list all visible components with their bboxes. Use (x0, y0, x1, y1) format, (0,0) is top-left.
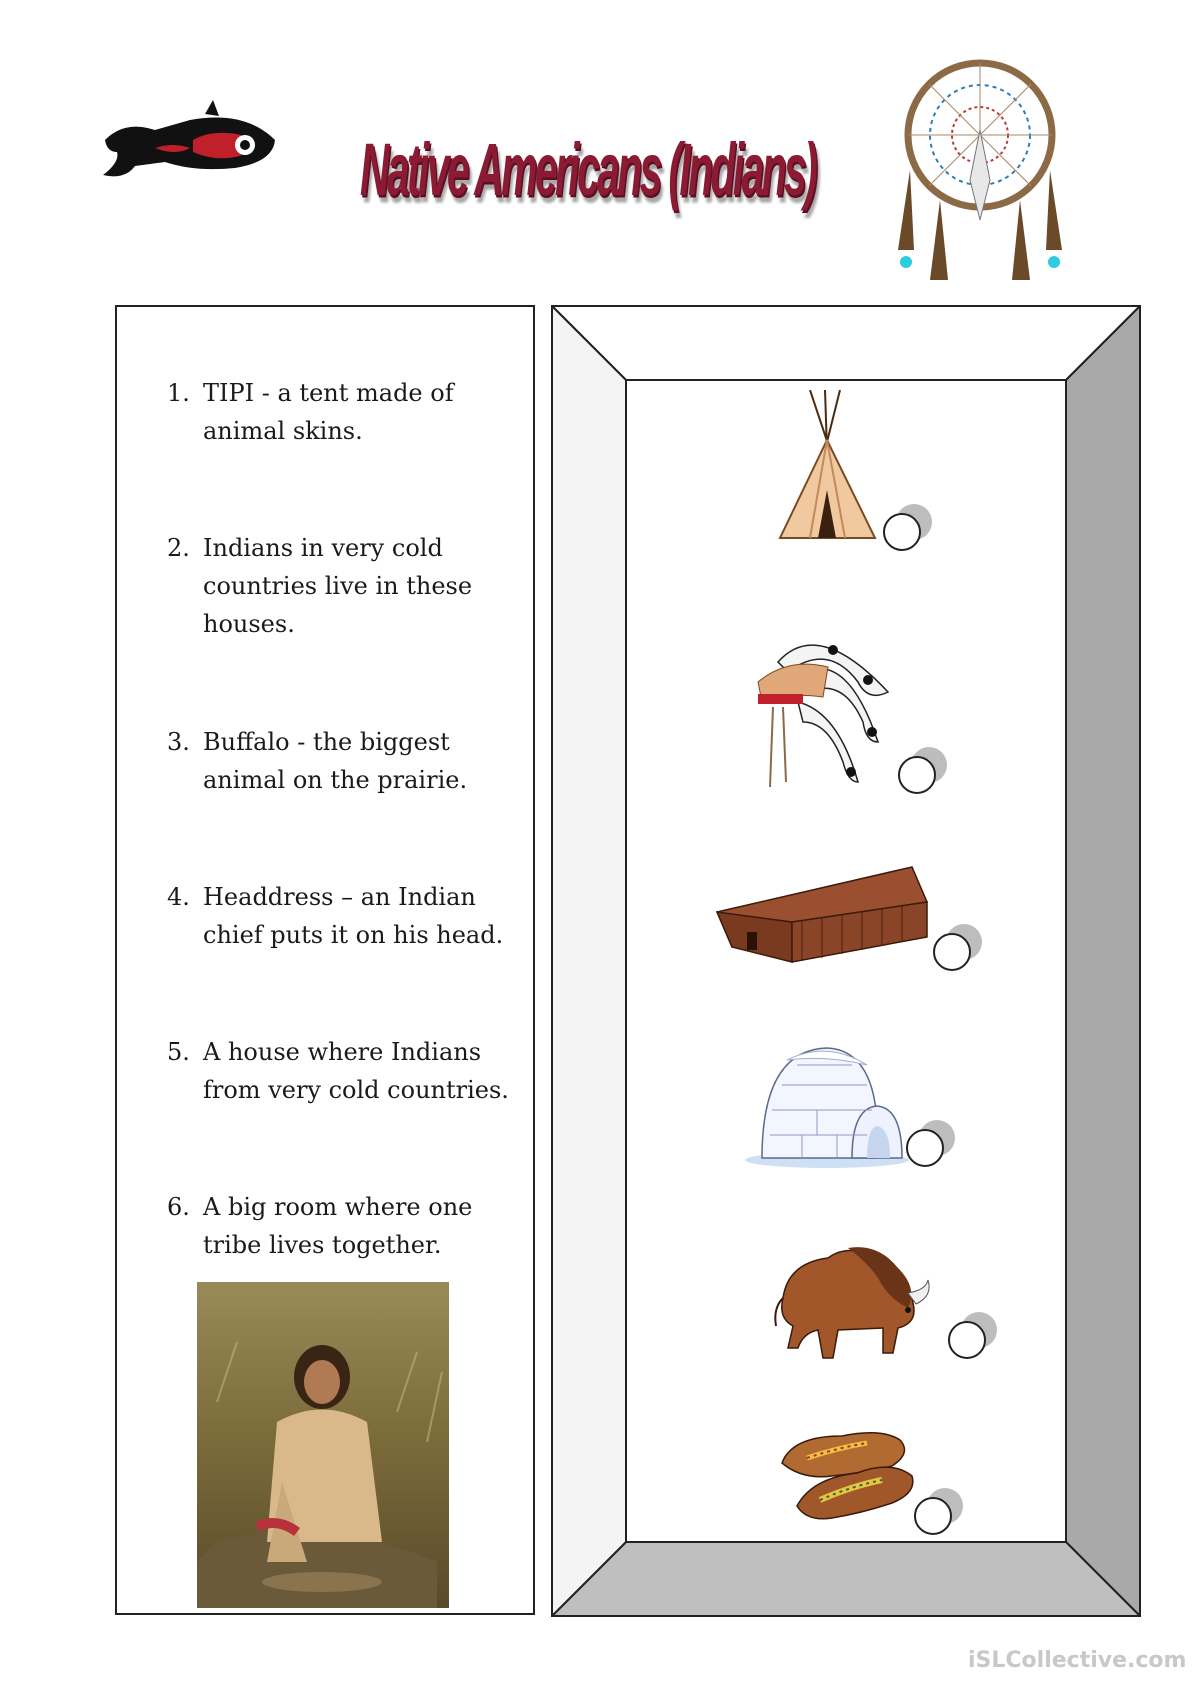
answer-circle[interactable] (945, 1310, 999, 1360)
longhouse-icon (712, 862, 932, 972)
igloo-icon (742, 1040, 912, 1170)
list-item: 5. A house where Indians from very cold countries. (167, 1038, 509, 1104)
list-item: 3. Buffalo - the biggest animal on the prairie. (167, 728, 468, 794)
native-girl-painting (197, 1282, 449, 1608)
list-item: 6. A big room where one tribe lives together. (167, 1193, 473, 1259)
page-title: Native Americans (Indians) (360, 129, 816, 212)
buffalo-icon (768, 1238, 938, 1363)
dreamcatcher-icon (890, 50, 1070, 290)
watermark: iSLCollective.com (968, 1648, 1187, 1673)
answer-circle[interactable] (880, 502, 934, 552)
list-item: 1. TIPI - a tent made of animal skins. (167, 379, 454, 445)
answer-circle[interactable] (911, 1486, 965, 1536)
answer-circle[interactable] (895, 745, 949, 795)
moccasins-icon (772, 1418, 917, 1528)
list-item: 2. Indians in very cold countries live in these houses. (167, 534, 473, 638)
answer-circle[interactable] (903, 1118, 957, 1168)
list-item: 4. Headdress – an Indian chief puts it on his head. (167, 883, 504, 949)
answer-circle[interactable] (930, 922, 984, 972)
tipi-icon (770, 390, 880, 550)
headdress-icon (748, 622, 898, 797)
orca-totem-icon (95, 100, 285, 185)
